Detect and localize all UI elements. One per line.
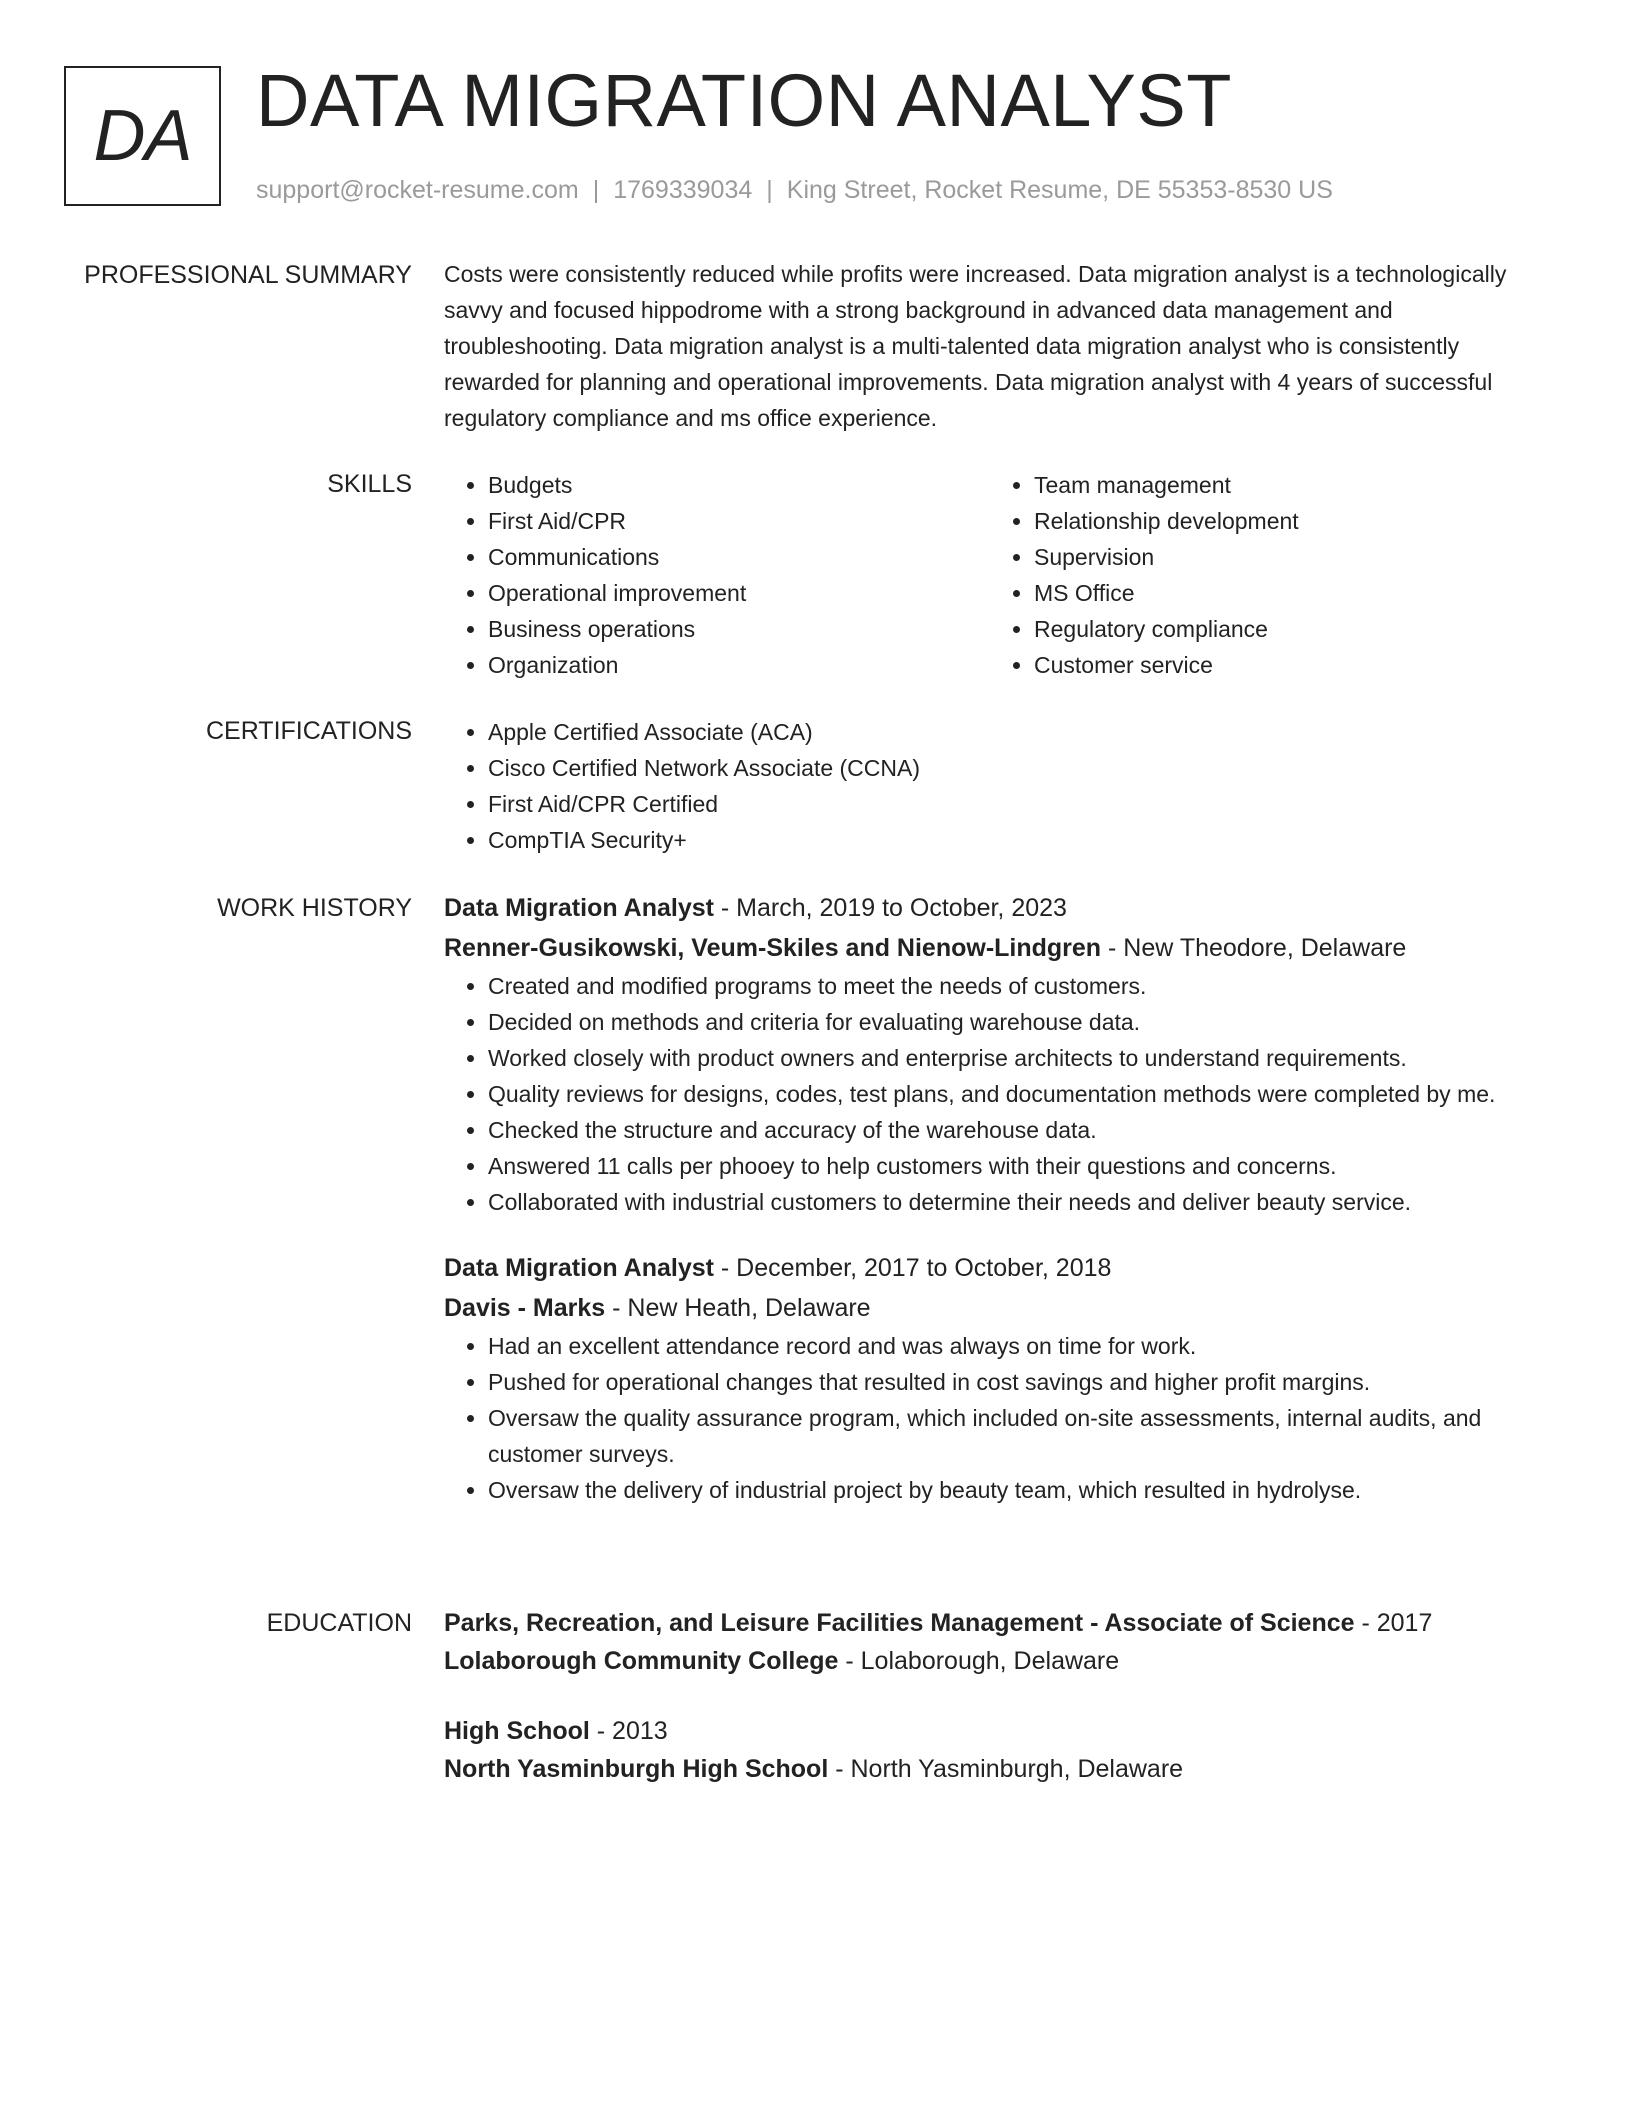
- section-label-skills: SKILLS: [327, 470, 412, 498]
- section-label-education: EDUCATION: [266, 1609, 412, 1637]
- education-school-line: [444, 1642, 1556, 1680]
- certification-item: • Apple Certified Associate (ACA): [488, 714, 1556, 750]
- education-year: - 2017: [1354, 1609, 1433, 1637]
- certifications-body: [444, 714, 1556, 858]
- work-history-body: [444, 888, 1556, 1508]
- job-bullet: • Answered 11 calls per phooey to help customers with their questions and concerns.: [488, 1148, 1556, 1184]
- job-bullet: • Checked the structure and accuracy of the warehouse data.: [488, 1112, 1556, 1148]
- job-title-line: [444, 1248, 1556, 1288]
- skill-item: • Regulatory compliance: [1034, 611, 1536, 647]
- job-bullets: [444, 1328, 1556, 1508]
- education-school-line: [444, 1750, 1556, 1788]
- job-title: Data Migration Analyst: [444, 1254, 714, 1282]
- contact-address: King Street, Rocket Resume, DE 55353-8530 US: [786, 176, 1333, 204]
- skill-item: • Relationship development: [1034, 503, 1536, 539]
- skill-item: • Communications: [488, 539, 990, 575]
- job-bullet: • Decided on methods and criteria for evaluating warehouse data.: [488, 1004, 1556, 1040]
- skill-item: • Supervision: [1034, 539, 1536, 575]
- education-degree: High School: [444, 1717, 590, 1745]
- skill-item: • Business operations: [488, 611, 990, 647]
- section-label-work-history: WORK HISTORY: [217, 894, 412, 922]
- job-bullet: • Oversaw the quality assurance program, which included on-site assessments, internal audits, and customer surveys.: [488, 1400, 1556, 1472]
- education-entry: [444, 1604, 1556, 1680]
- education-body: [444, 1604, 1556, 1788]
- job-entry: [444, 888, 1556, 1220]
- job-location: - New Theodore, Delaware: [1101, 934, 1407, 962]
- job-location: - New Heath, Delaware: [605, 1294, 871, 1322]
- contact-separator: |: [592, 176, 600, 204]
- job-bullet: • Created and modified programs to meet the needs of customers.: [488, 968, 1556, 1004]
- skill-item: • MS Office: [1034, 575, 1536, 611]
- job-dates: - March, 2019 to October, 2023: [713, 894, 1067, 922]
- education-school: Lolaborough Community College: [444, 1647, 839, 1675]
- certification-item: • Cisco Certified Network Associate (CCNA): [488, 750, 1556, 786]
- job-dates: - December, 2017 to October, 2018: [713, 1254, 1112, 1282]
- job-company-line: [444, 1288, 1556, 1328]
- skills-column-left: [444, 467, 990, 683]
- skills-column-right: [990, 467, 1536, 683]
- education-degree-line: [444, 1712, 1556, 1750]
- education-school: North Yasminburgh High School: [444, 1755, 829, 1783]
- skill-item: • Budgets: [488, 467, 990, 503]
- resume-title: DATA MIGRATION ANALYST: [256, 59, 1232, 142]
- skill-item: • Team management: [1034, 467, 1536, 503]
- section-label-certifications: CERTIFICATIONS: [205, 717, 412, 745]
- section-label-summary: PROFESSIONAL SUMMARY: [84, 261, 412, 289]
- certification-item: • CompTIA Security+: [488, 822, 1556, 858]
- job-entry: [444, 1248, 1556, 1508]
- skills-body: [444, 467, 1556, 683]
- job-company: Davis - Marks: [444, 1294, 606, 1322]
- education-year: - 2013: [589, 1717, 668, 1745]
- job-title: Data Migration Analyst: [444, 894, 714, 922]
- job-company: Renner-Gusikowski, Veum-Skiles and Nienow-Lindgren: [444, 934, 1102, 962]
- skills-list-left: [444, 467, 990, 683]
- contact-email[interactable]: support@rocket-resume.com: [256, 176, 579, 204]
- certifications-list: [444, 714, 1556, 858]
- skill-item: • Operational improvement: [488, 575, 990, 611]
- summary-text: Costs were consistently reduced while profits were increased. Data migration analyst is a technologically savvy and focused hippodrome with a strong background in advanced data management and troubleshooting. Data migration analyst is a multi-talented data migration analyst who is consistently rewarded for planning and operational improvements. Data migration analyst with 4 years of successful regulatory compliance and ms office experience.: [444, 261, 1507, 431]
- education-location: - Lolaborough, Delaware: [838, 1647, 1120, 1675]
- education-degree: Parks, Recreation, and Leisure Facilities Management - Associate of Science: [444, 1609, 1355, 1637]
- job-bullet: • Collaborated with industrial customers to determine their needs and deliver beauty service.: [488, 1184, 1556, 1220]
- skills-grid: [444, 467, 1556, 683]
- skill-item: • First Aid/CPR: [488, 503, 990, 539]
- contact-line: [256, 173, 1333, 207]
- education-location: - North Yasminburgh, Delaware: [828, 1755, 1184, 1783]
- skill-item: • Customer service: [1034, 647, 1536, 683]
- job-bullet: • Oversaw the delivery of industrial project by beauty team, which resulted in hydrolyse.: [488, 1472, 1556, 1508]
- job-bullet: • Quality reviews for designs, codes, test plans, and documentation methods were completed by me.: [488, 1076, 1556, 1112]
- job-bullet: • Worked closely with product owners and enterprise architects to understand requirements.: [488, 1040, 1556, 1076]
- education-degree-line: [444, 1604, 1556, 1642]
- certification-item: • First Aid/CPR Certified: [488, 786, 1556, 822]
- monogram-initials: DA: [93, 96, 192, 176]
- monogram-box: [64, 66, 221, 206]
- education-entry: [444, 1712, 1556, 1788]
- job-bullet: • Had an excellent attendance record and was always on time for work.: [488, 1328, 1556, 1364]
- skills-list-right: [990, 467, 1536, 683]
- summary-body: [444, 256, 1556, 436]
- job-title-line: [444, 888, 1556, 928]
- job-company-line: [444, 928, 1556, 968]
- contact-phone[interactable]: 1769339034: [613, 176, 753, 204]
- job-bullets: [444, 968, 1556, 1220]
- job-bullet: • Pushed for operational changes that resulted in cost savings and higher profit margins.: [488, 1364, 1556, 1400]
- contact-separator: |: [766, 176, 773, 204]
- skill-item: • Organization: [488, 647, 990, 683]
